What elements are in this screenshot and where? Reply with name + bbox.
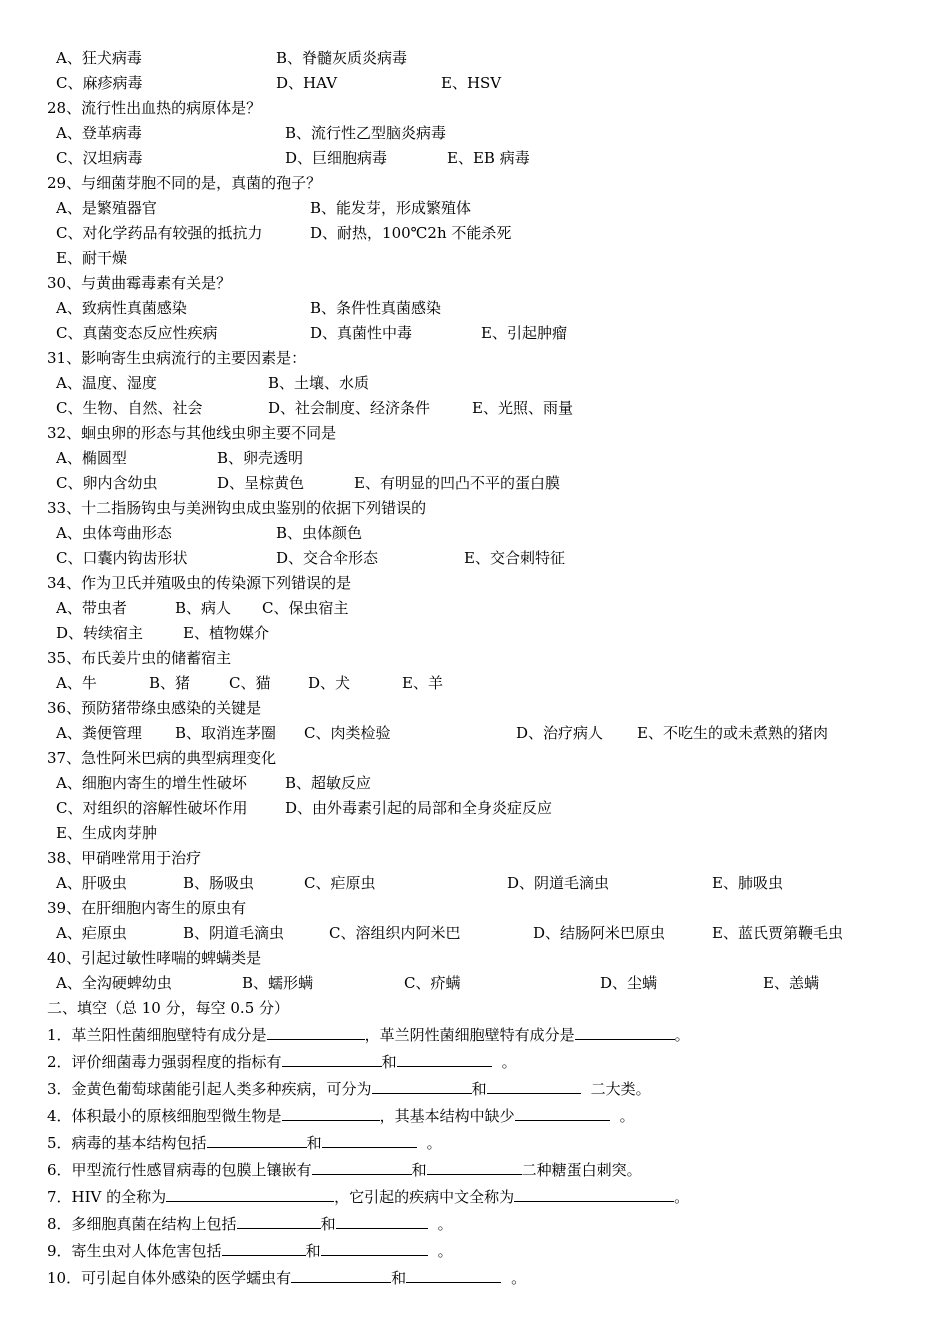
q31-option-a: A、温度、湿度 — [56, 374, 157, 392]
q39-option-b: B、阴道毛滴虫 — [183, 924, 285, 942]
q28-option-a: A、登革病毒 — [56, 124, 142, 142]
q40-option-e: E、恙螨 — [763, 974, 819, 992]
section-title: 二、填空（总 10 分，每空 0.5 分） — [47, 999, 290, 1017]
q34-option-e: E、植物媒介 — [183, 624, 269, 642]
q32-option-d: D、呈棕黄色 — [217, 474, 305, 492]
q33-option-b: B、虫体颜色 — [276, 524, 363, 542]
answer-blank[interactable] — [282, 1051, 382, 1067]
q34-option-a: A、带虫者 — [56, 599, 127, 617]
answer-blank[interactable] — [207, 1132, 307, 1148]
q34-option-d: D、转续宿主 — [56, 624, 144, 642]
q35-option-b: B、猪 — [149, 674, 191, 692]
answer-blank[interactable] — [321, 1240, 428, 1256]
fill-item-10: 10．可引起自体外感染的医学蠕虫有 和 。 — [47, 1269, 527, 1287]
q35-option-c: C、猫 — [229, 674, 271, 692]
q37-option-c: C、对组织的溶解性破坏作用 — [56, 799, 248, 817]
q30-option-c: C、真菌变态反应性疾病 — [56, 324, 218, 342]
answer-blank[interactable] — [487, 1078, 581, 1094]
q31-option-d: D、社会制度、经济条件 — [268, 399, 431, 417]
q29-option-a: A、是繁殖器官 — [56, 199, 157, 217]
q35-option-a: A、牛 — [56, 674, 97, 692]
q37-option-e: E、生成肉芽肿 — [56, 824, 157, 842]
q40-option-c: C、疥螨 — [404, 974, 461, 992]
answer-blank[interactable] — [372, 1078, 472, 1094]
q34-option-c: C、保虫宿主 — [262, 599, 349, 617]
q36-stem: 36、预防猪带绦虫感染的关键是 — [47, 699, 262, 717]
fill-item-7: 7．HIV 的全称为 ，它引起的疾病中文全称为 。 — [47, 1188, 690, 1206]
q28-option-e: E、EB 病毒 — [447, 149, 530, 167]
answer-blank[interactable] — [291, 1267, 391, 1283]
q36-option-c: C、肉类检验 — [304, 724, 391, 742]
q27-option-d: D、HAV — [276, 74, 338, 92]
q36-option-b: B、取消连茅圈 — [175, 724, 277, 742]
fill-item-1: 1．革兰阳性菌细胞壁特有成分是 ，革兰阴性菌细胞壁特有成分是 。 — [47, 1026, 690, 1044]
q35-option-e: E、羊 — [402, 674, 443, 692]
q35-option-d: D、犬 — [308, 674, 351, 692]
q30-option-b: B、条件性真菌感染 — [310, 299, 442, 317]
q27-option-b: B、脊髓灰质炎病毒 — [276, 49, 408, 67]
q37-option-a: A、细胞内寄生的增生性破坏 — [56, 774, 247, 792]
q27-option-a: A、狂犬病毒 — [56, 49, 142, 67]
q33-option-c: C、口囊内钩齿形状 — [56, 549, 188, 567]
answer-blank[interactable] — [514, 1186, 674, 1202]
q39-option-c: C、溶组织内阿米巴 — [329, 924, 461, 942]
fill-item-6: 6．甲型流行性感冒病毒的包膜上镶嵌有 和 二种糖蛋白刺突。 — [47, 1161, 642, 1179]
q32-option-a: A、椭圆型 — [56, 449, 127, 467]
q31-option-e: E、光照、雨量 — [472, 399, 573, 417]
q31-option-c: C、生物、自然、社会 — [56, 399, 203, 417]
q37-option-d: D、由外毒素引起的局部和全身炎症反应 — [285, 799, 553, 817]
q30-option-d: D、真菌性中毒 — [310, 324, 413, 342]
q27-option-e: E、HSV — [441, 74, 502, 92]
answer-blank[interactable] — [222, 1240, 306, 1256]
q30-stem: 30、与黄曲霉毒素有关是？ — [47, 274, 232, 292]
fill-item-2: 2．评价细菌毒力强弱程度的指标有 和 。 — [47, 1053, 517, 1071]
fill-item-3: 3．金黄色葡萄球菌能引起人类多种疾病，可分为 和 二大类。 — [47, 1080, 651, 1098]
q29-option-d: D、耐热，100℃2h 不能杀死 — [310, 224, 512, 242]
answer-blank[interactable] — [406, 1267, 501, 1283]
answer-blank[interactable] — [166, 1186, 334, 1202]
q36-option-d: D、治疗病人 — [516, 724, 604, 742]
q28-stem: 28、流行性出血热的病原体是？ — [47, 99, 262, 117]
fill-item-5: 5．病毒的基本结构包括 和 。 — [47, 1134, 442, 1152]
q29-stem: 29、与细菌芽胞不同的是，真菌的孢子？ — [47, 174, 322, 192]
q28-option-c: C、汉坦病毒 — [56, 149, 143, 167]
answer-blank[interactable] — [336, 1213, 428, 1229]
answer-blank[interactable] — [312, 1159, 412, 1175]
q36-option-a: A、粪便管理 — [56, 724, 142, 742]
q38-option-a: A、肝吸虫 — [56, 874, 127, 892]
q28-option-d: D、巨细胞病毒 — [285, 149, 388, 167]
q38-stem: 38、甲硝唑常用于治疗 — [47, 849, 202, 867]
q30-option-e: E、引起肿瘤 — [481, 324, 567, 342]
answer-blank[interactable] — [267, 1024, 365, 1040]
q40-option-a: A、全沟硬蜱幼虫 — [56, 974, 172, 992]
q32-option-c: C、卵内含幼虫 — [56, 474, 158, 492]
fill-item-4: 4．体积最小的原核细胞型微生物是 ，其基本结构中缺少 。 — [47, 1107, 635, 1125]
q33-option-a: A、虫体弯曲形态 — [56, 524, 172, 542]
q38-option-e: E、肺吸虫 — [712, 874, 783, 892]
q34-stem: 34、作为卫氏并殖吸虫的传染源下列错误的是 — [47, 574, 352, 592]
q35-stem: 35、布氏姜片虫的储蓄宿主 — [47, 649, 232, 667]
q39-option-e: E、蓝氏贾第鞭毛虫 — [712, 924, 843, 942]
q31-stem: 31、影响寄生虫病流行的主要因素是： — [47, 349, 307, 367]
answer-blank[interactable] — [427, 1159, 522, 1175]
q33-option-d: D、交合伞形态 — [276, 549, 379, 567]
fill-item-8: 8．多细胞真菌在结构上包括 和 。 — [47, 1215, 453, 1233]
q29-option-e: E、耐干燥 — [56, 249, 127, 267]
q32-option-e: E、有明显的凹凸不平的蛋白膜 — [354, 474, 560, 492]
answer-blank[interactable] — [397, 1051, 492, 1067]
q33-option-e: E、交合刺特征 — [464, 549, 565, 567]
q34-option-b: B、病人 — [175, 599, 232, 617]
q32-option-b: B、卵壳透明 — [217, 449, 304, 467]
q28-option-b: B、流行性乙型脑炎病毒 — [285, 124, 447, 142]
q39-option-a: A、疟原虫 — [56, 924, 127, 942]
q37-option-b: B、超敏反应 — [285, 774, 372, 792]
q27-option-c: C、麻疹病毒 — [56, 74, 143, 92]
q29-option-c: C、对化学药品有较强的抵抗力 — [56, 224, 263, 242]
q32-stem: 32、蛔虫卵的形态与其他线虫卵主要不同是 — [47, 424, 337, 442]
q30-option-a: A、致病性真菌感染 — [56, 299, 187, 317]
answer-blank[interactable] — [515, 1105, 610, 1121]
answer-blank[interactable] — [237, 1213, 321, 1229]
q39-option-d: D、结肠阿米巴原虫 — [533, 924, 666, 942]
answer-blank[interactable] — [575, 1024, 675, 1040]
q33-stem: 33、十二指肠钩虫与美洲钩虫成虫鉴别的依据下列错误的 — [47, 499, 427, 517]
answer-blank[interactable] — [282, 1105, 380, 1121]
q40-option-b: B、蠕形螨 — [242, 974, 314, 992]
q38-option-b: B、肠吸虫 — [183, 874, 255, 892]
q40-option-d: D、尘螨 — [600, 974, 658, 992]
q29-option-b: B、能发芽，形成繁殖体 — [310, 199, 472, 217]
q40-stem: 40、引起过敏性哮喘的蜱螨类是 — [47, 949, 262, 967]
q31-option-b: B、土壤、水质 — [268, 374, 370, 392]
q38-option-c: C、疟原虫 — [304, 874, 376, 892]
q37-stem: 37、急性阿米巴病的典型病理变化 — [47, 749, 277, 767]
answer-blank[interactable] — [322, 1132, 417, 1148]
q38-option-d: D、阴道毛滴虫 — [507, 874, 610, 892]
q39-stem: 39、在肝细胞内寄生的原虫有 — [47, 899, 247, 917]
q36-option-e: E、不吃生的或未煮熟的猪肉 — [637, 724, 828, 742]
fill-item-9: 9．寄生虫对人体危害包括 和 。 — [47, 1242, 453, 1260]
